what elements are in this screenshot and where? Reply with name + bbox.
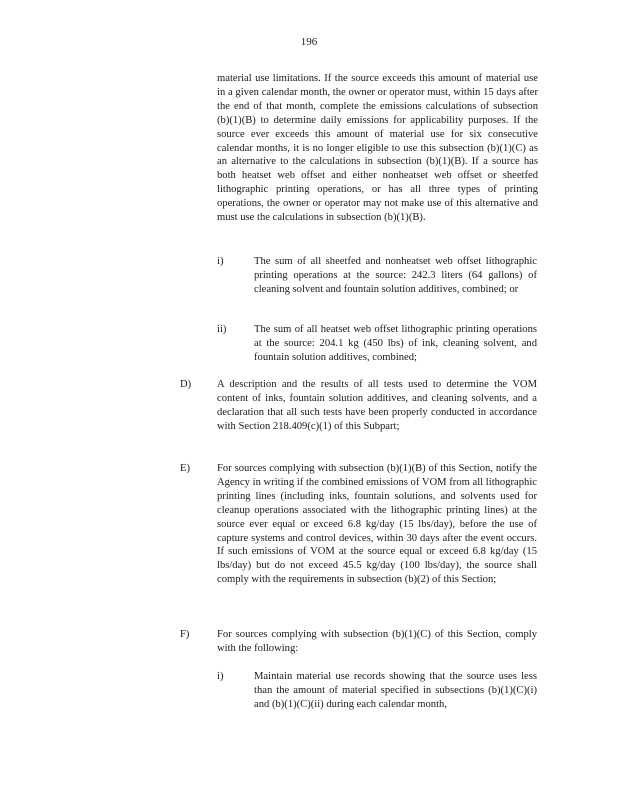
- page-number: 196: [300, 36, 318, 48]
- item-f-text: For sources complying with subsection (b)(1)(C) of this Section, comply with the following:: [217, 629, 537, 654]
- subitem-ii-text: The sum of all heatset web offset lithographic printing operations at the source: 204.1 kg (450 lbs) of ink, cleaning solvent, and fountain solution additives, combined;: [254, 324, 537, 363]
- item-d-marker: D): [180, 379, 192, 390]
- subitem-f-i-marker: i): [217, 671, 224, 682]
- subitem-ii-marker: ii): [217, 324, 227, 335]
- item-e-marker: E): [180, 463, 190, 474]
- item-d-text: A description and the results of all tests used to determine the VOM content of inks, fountain solution additives, and cleaning solvents, and a declaration that all such tests have been properly conducted in accordance with Section 218.409(c)(1) of this Subpart;: [217, 379, 537, 432]
- subitem-i-marker: i): [217, 256, 224, 267]
- intro-paragraph: material use limitations. If the source exceeds this amount of material use in a given calendar month, the owner or operator must, within 15 days after the end of that month, complete the emissions calculations of subsection (b)(1)(B) to determine daily emissions for applicability purposes. If the source ever exceeds this amount of material use for six consecutive calendar months, it is no longer eligible to use this subsection (b)(1)(C) as an alternative to the calculations in subsection (b)(1)(B). If a source has both heatset web offset and either nonheatset web offset or sheetfed lithographic printing operations, or has all three types of printing operations, the owner or operator may not make use of this alternative and must use the calculations in subsection (b)(1)(B).: [217, 73, 538, 224]
- subitem-i-text: The sum of all sheetfed and nonheatset web offset lithographic printing operations at the source: 242.3 liters (64 gallons) of cleaning solvent and fountain solution additives, combined; or: [254, 256, 537, 295]
- subitem-f-i-text: Maintain material use records showing that the source uses less than the amount of material specified in subsections (b)(1)(C)(i) and (b)(1)(C)(ii) during each calendar month,: [254, 671, 537, 710]
- item-f-marker: F): [180, 629, 190, 640]
- item-e-text: For sources complying with subsection (b)(1)(B) of this Section, notify the Agency in writing if the combined emissions of VOM from all lithographic printing lines (including inks, fountain solutions, and solvents used for cleanup operations associated with the lithographic printing lines) at the source ever equal or exceed 6.8 kg/day (15 lbs/day), before the use of capture systems and control devices, within 30 days after the event occurs. If such emissions of VOM at the source equal or exceed 6.8 kg/day (15 lbs/day) but do not exceed 45.5 kg/day (100 lbs/day), the source shall comply with the requirements in subsection (b)(2) of this Section;: [217, 463, 537, 586]
